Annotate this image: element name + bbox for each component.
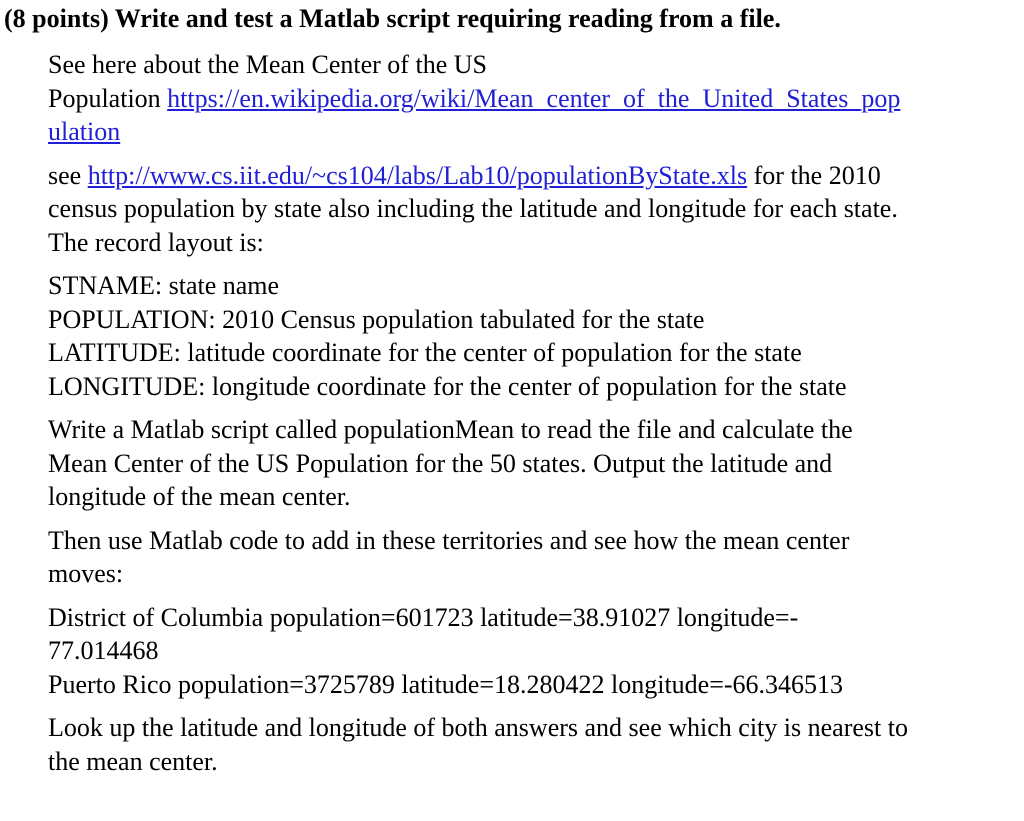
question-heading: (8 points) Write and test a Matlab script requiring reading from a file. [4,4,781,33]
intro-line-1: See here about the Mean Center of the US [48,50,487,79]
data-source-prefix: see [48,160,88,190]
record-field-latitude: LATITUDE: latitude coordinate for the center of population for the state [48,338,802,367]
intro-line-3 [48,115,1014,149]
task-line-3: longitude of the mean center. [48,482,351,511]
intro-line-2 [48,82,1014,116]
territory-dc-line-2: 77.014468 [48,636,159,665]
data-source-suffix: for the 2010 [747,160,881,190]
wikipedia-link-continued[interactable]: ulation [48,117,121,146]
task-line-2: Mean Center of the US Population for the 50 states. Output the latitude and [48,448,833,478]
record-layout-list [48,269,1014,403]
task-paragraph [48,413,1014,514]
closing-line-1: Look up the latitude and longitude of both answers and see which city is nearest to [48,713,908,742]
territories-list [48,601,1014,702]
record-field-longitude: LONGITUDE: longitude coordinate for the center of population for the state [48,371,847,401]
territories-intro-paragraph [48,524,1014,591]
intro-paragraph [48,48,1014,149]
territories-intro-line-1: Then use Matlab code to add in these territories and see how the mean center [48,525,850,555]
intro-prefix: Population [48,83,168,113]
closing-line-2: the mean center. [48,746,218,776]
question-body [48,48,1014,788]
data-source-line-3: The record layout is: [48,227,264,257]
territory-dc-line-1: District of Columbia population=601723 latitude=38.91027 longitude=- [48,602,799,632]
territories-intro-line-2: moves: [48,559,124,588]
closing-paragraph [48,711,1014,778]
record-field-stname: STNAME: state name [48,271,280,300]
wikipedia-link[interactable]: https://en.wikipedia.org/wiki/Mean_center_of_the_United_States_pop [167,83,901,113]
record-field-population: POPULATION: 2010 Census population tabulated for the state [48,304,705,334]
data-source-line-2: census population by state also including the latitude and longitude for each state. [48,194,898,223]
task-line-1: Write a Matlab script called populationMean to read the file and calculate the [48,415,853,444]
data-source-paragraph [48,159,1014,260]
data-source-line-1 [48,159,1014,193]
population-file-link[interactable]: http://www.cs.iit.edu/~cs104/labs/Lab10/populationByState.xls [87,160,748,190]
territory-puerto-rico: Puerto Rico population=3725789 latitude=18.280422 longitude=-66.346513 [48,669,844,699]
